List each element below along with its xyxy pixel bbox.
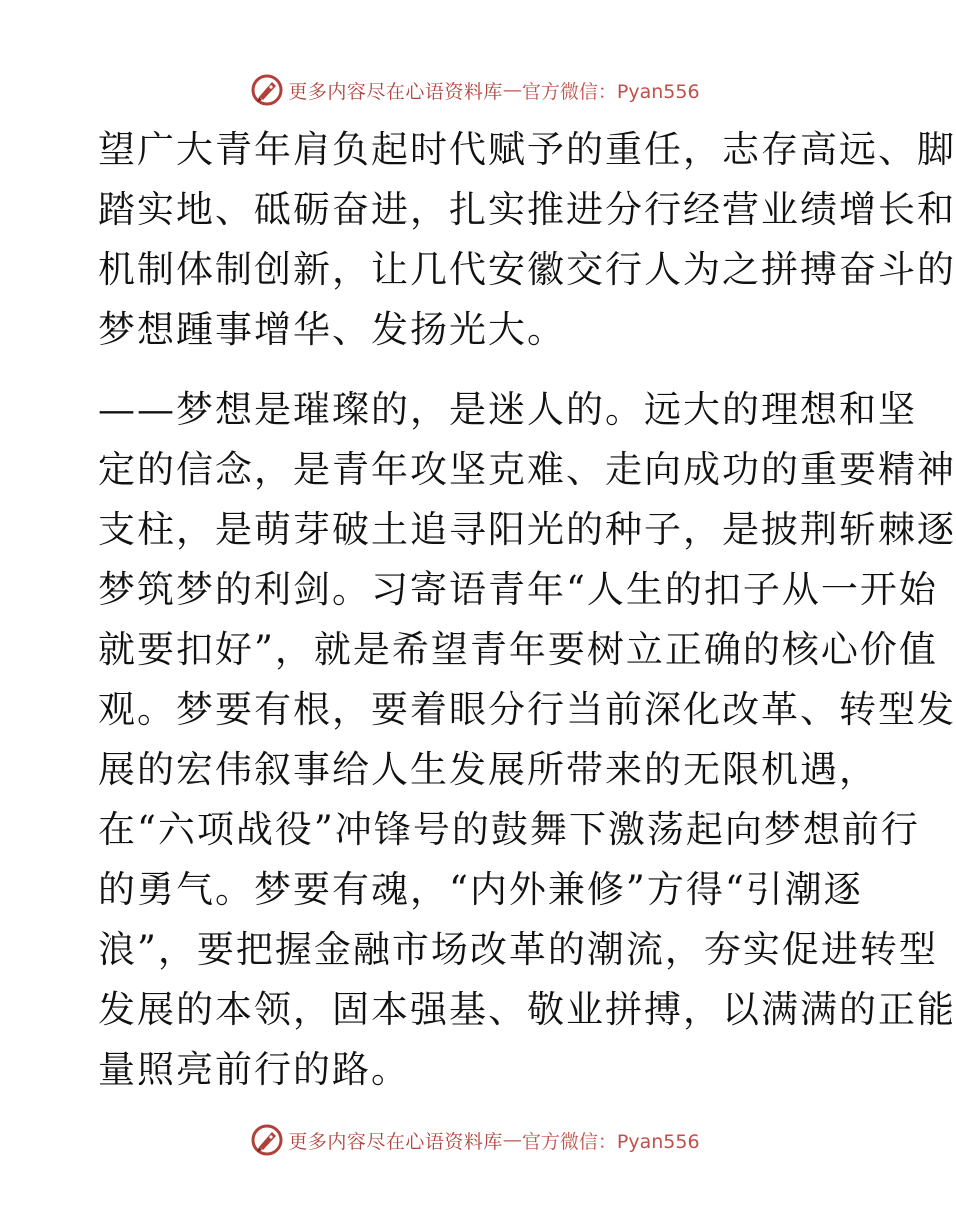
text-line: ——梦想是璀璨的，是迷人的。远大的理想和坚	[98, 388, 917, 431]
text-line: 定的信念，是青年攻坚克难、走向成功的重要精神	[98, 448, 956, 491]
text-line: 的勇气。梦要有魂，“内外兼修”方得“引潮逐	[98, 868, 863, 911]
header-dash: —	[502, 79, 522, 101]
document-body	[98, 120, 956, 1100]
pen-nib-logo-icon	[250, 73, 284, 107]
paragraph-gap	[98, 360, 858, 380]
text-line: 展的宏伟叙事给人生发展所带来的无限机遇，	[98, 748, 878, 791]
text-line: 望广大青年肩负起时代赋予的重任，志存高远、脚	[98, 128, 956, 171]
text-line: 梦想踵事增华、发扬光大。	[98, 308, 566, 351]
text-line: 发展的本领，固本强基、敬业拼搏，以满满的正能	[98, 988, 956, 1031]
text-line: 梦筑梦的利剑。习寄语青年“人生的扣子从一开始	[98, 568, 938, 611]
text-line: 观。梦要有根，要着眼分行当前深化改革、转型发	[98, 688, 956, 731]
header-contact: 官方微信：Pyan556	[521, 80, 700, 103]
footer-dash: —	[502, 1129, 522, 1151]
footer-banner	[0, 1120, 950, 1160]
pen-nib-logo-icon	[250, 1123, 284, 1157]
text-line: 就要扣好”，就是希望青年要树立正确的核心价值	[98, 628, 938, 671]
text-line: 机制体制创新，让几代安徽交行人为之拼搏奋斗的	[98, 248, 956, 291]
header-site-text: 更多内容尽在心语资料库	[288, 80, 503, 103]
paragraph	[98, 120, 956, 360]
text-line: 支柱，是萌芽破土追寻阳光的种子，是披荆斩棘逐	[98, 508, 956, 551]
header-banner	[0, 70, 950, 110]
text-line: 在“六项战役”冲锋号的鼓舞下激荡起向梦想前行	[98, 808, 920, 851]
paragraph	[98, 380, 956, 1100]
footer-site-text: 更多内容尽在心语资料库	[288, 1130, 503, 1153]
text-line: 踏实地、砥砺奋进，扎实推进分行经营业绩增长和	[98, 188, 956, 231]
footer-contact: 官方微信：Pyan556	[521, 1130, 700, 1153]
text-line: 浪”，要把握金融市场改革的潮流，夯实促进转型	[98, 928, 938, 971]
text-line: 量照亮前行的路。	[98, 1048, 410, 1091]
